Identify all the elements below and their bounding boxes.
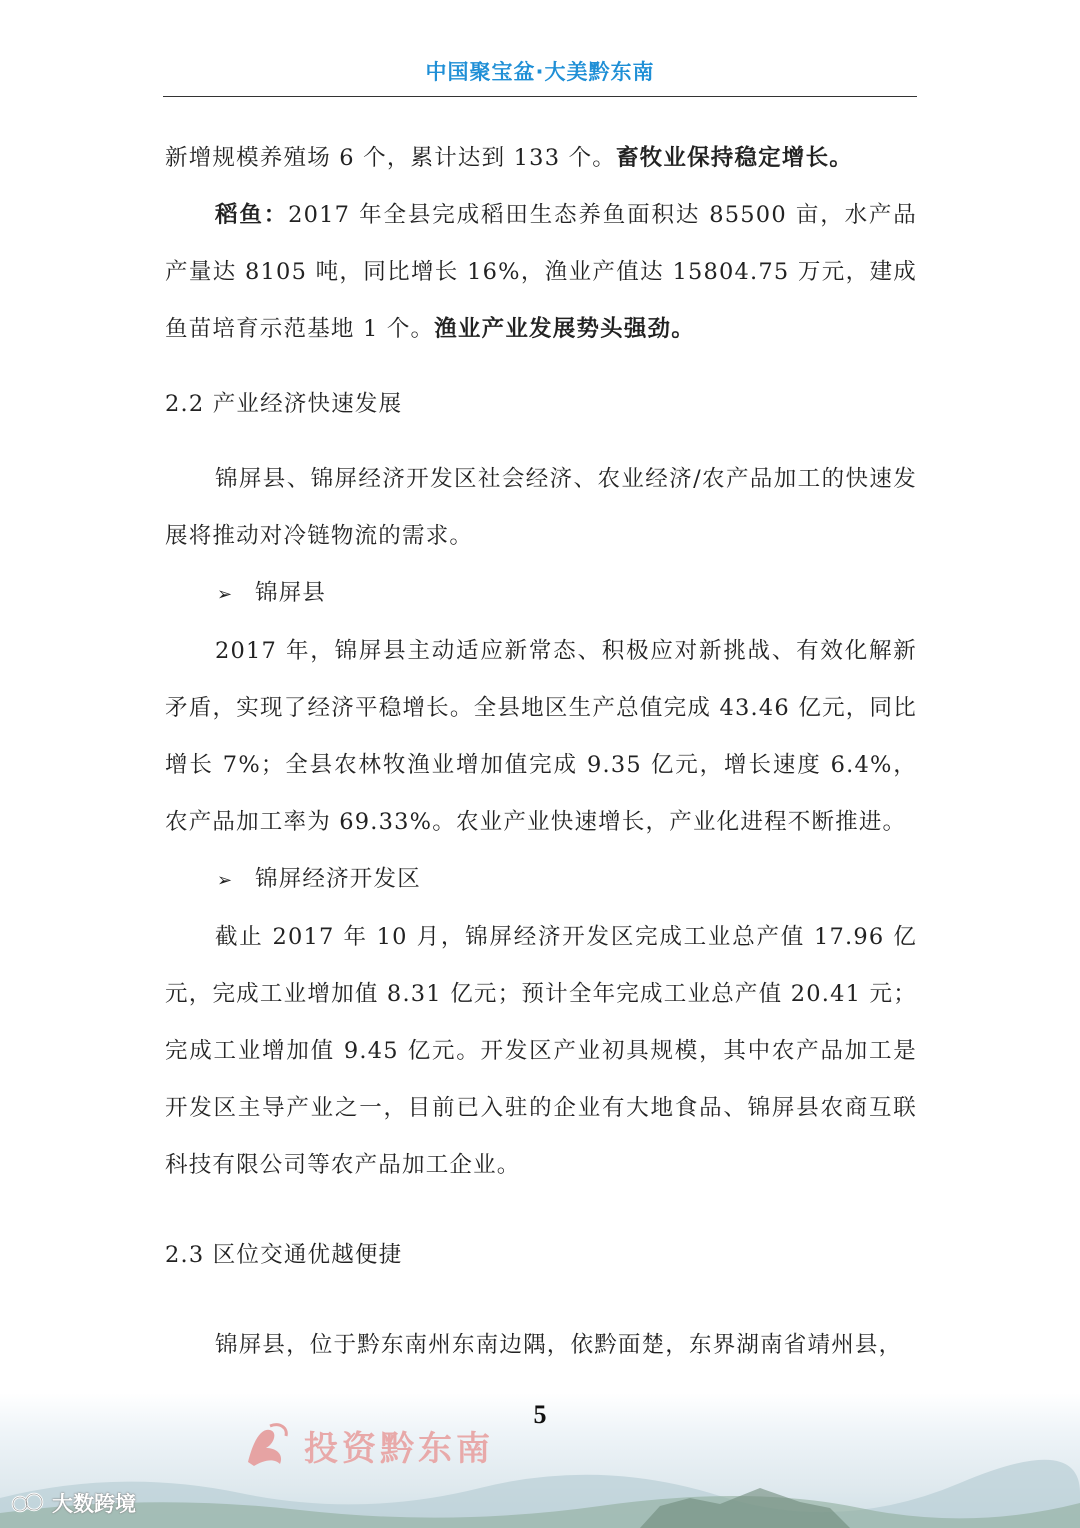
watermark: [10, 1488, 136, 1518]
section-heading-2-2: 2.2 产业经济快速发展: [165, 391, 403, 417]
paragraph-county-economy: 2017 年，锦屏县主动适应新常态、积极应对新挑战、有效化解新矛盾，实现了经济平稳增长。全县地区生产总值完成 43.46 亿元，同比增长 7%；全县农林牧渔业增加值完成 9.35 亿元，增长速度 6.4%，农产品加工率为 69.33%。农业产业快速增长，产业化进程不断推进。: [165, 638, 917, 835]
header-divider: [163, 96, 917, 97]
document-body: [165, 130, 917, 1374]
paragraph-economy-intro: 锦屏县、锦屏经济开发区社会经济、农业经济/农产品加工的快速发展将推动对冷链物流的需求。: [165, 466, 917, 549]
watermark-logo-icon: [10, 1490, 48, 1516]
bullet-label: 锦屏县: [255, 580, 327, 606]
page-number: 5: [533, 1400, 547, 1429]
bullet-label: 锦屏经济开发区: [255, 866, 421, 892]
watermark-text: 大数跨境: [52, 1492, 136, 1516]
section-heading-2-3: 2.3 区位交通优越便捷: [165, 1242, 403, 1268]
livestock-conclusion: 畜牧业保持稳定增长。: [615, 145, 853, 171]
brand-text: 投资黔东南: [304, 1428, 494, 1469]
mountain-scenery-icon: [0, 1458, 1080, 1528]
header-title: 中国聚宝盆·大美黔东南: [425, 60, 655, 84]
arrow-bullet-icon: ➢: [217, 870, 234, 891]
paragraph-zone-economy: 截止 2017 年 10 月，锦屏经济开发区完成工业总产值 17.96 亿元，完成工业增加值 8.31 亿元；预计全年完成工业总产值 20.41 元；完成工业增加值 9.45 亿元。开发区产业初具规模，其中农产品加工是开发区主导产业之一，目前已入驻的企业有大地食品、锦屏县农商互联科技有限公司等农产品加工企业。: [165, 924, 917, 1178]
brand-logo: [240, 1418, 494, 1472]
paragraph-location: 锦屏县，位于黔东南州东南边隅，依黔面楚，东界湖南省靖州县，: [215, 1332, 903, 1358]
arrow-bullet-icon: ➢: [217, 584, 234, 605]
livestock-text: 新增规模养殖场 6 个，累计达到 133 个。: [165, 145, 616, 171]
bullet-jinping-county: [165, 565, 917, 623]
paragraph-rice-fish: [165, 187, 917, 358]
bullet-economic-zone: [165, 851, 917, 909]
brand-emblem-icon: [240, 1418, 294, 1472]
rice-fish-conclusion: 渔业产业发展势头强劲。: [434, 316, 695, 342]
rice-fish-label: 稻鱼：: [215, 202, 289, 228]
rice-fish-text: 2017 年全县完成稻田生态养鱼面积达 85500 亩，水产品产量达 8105 吨，同比增长 16%，渔业产值达 15804.75 万元，建成鱼苗培育示范基地 1 个。: [165, 202, 917, 342]
paragraph-livestock: [165, 130, 917, 187]
